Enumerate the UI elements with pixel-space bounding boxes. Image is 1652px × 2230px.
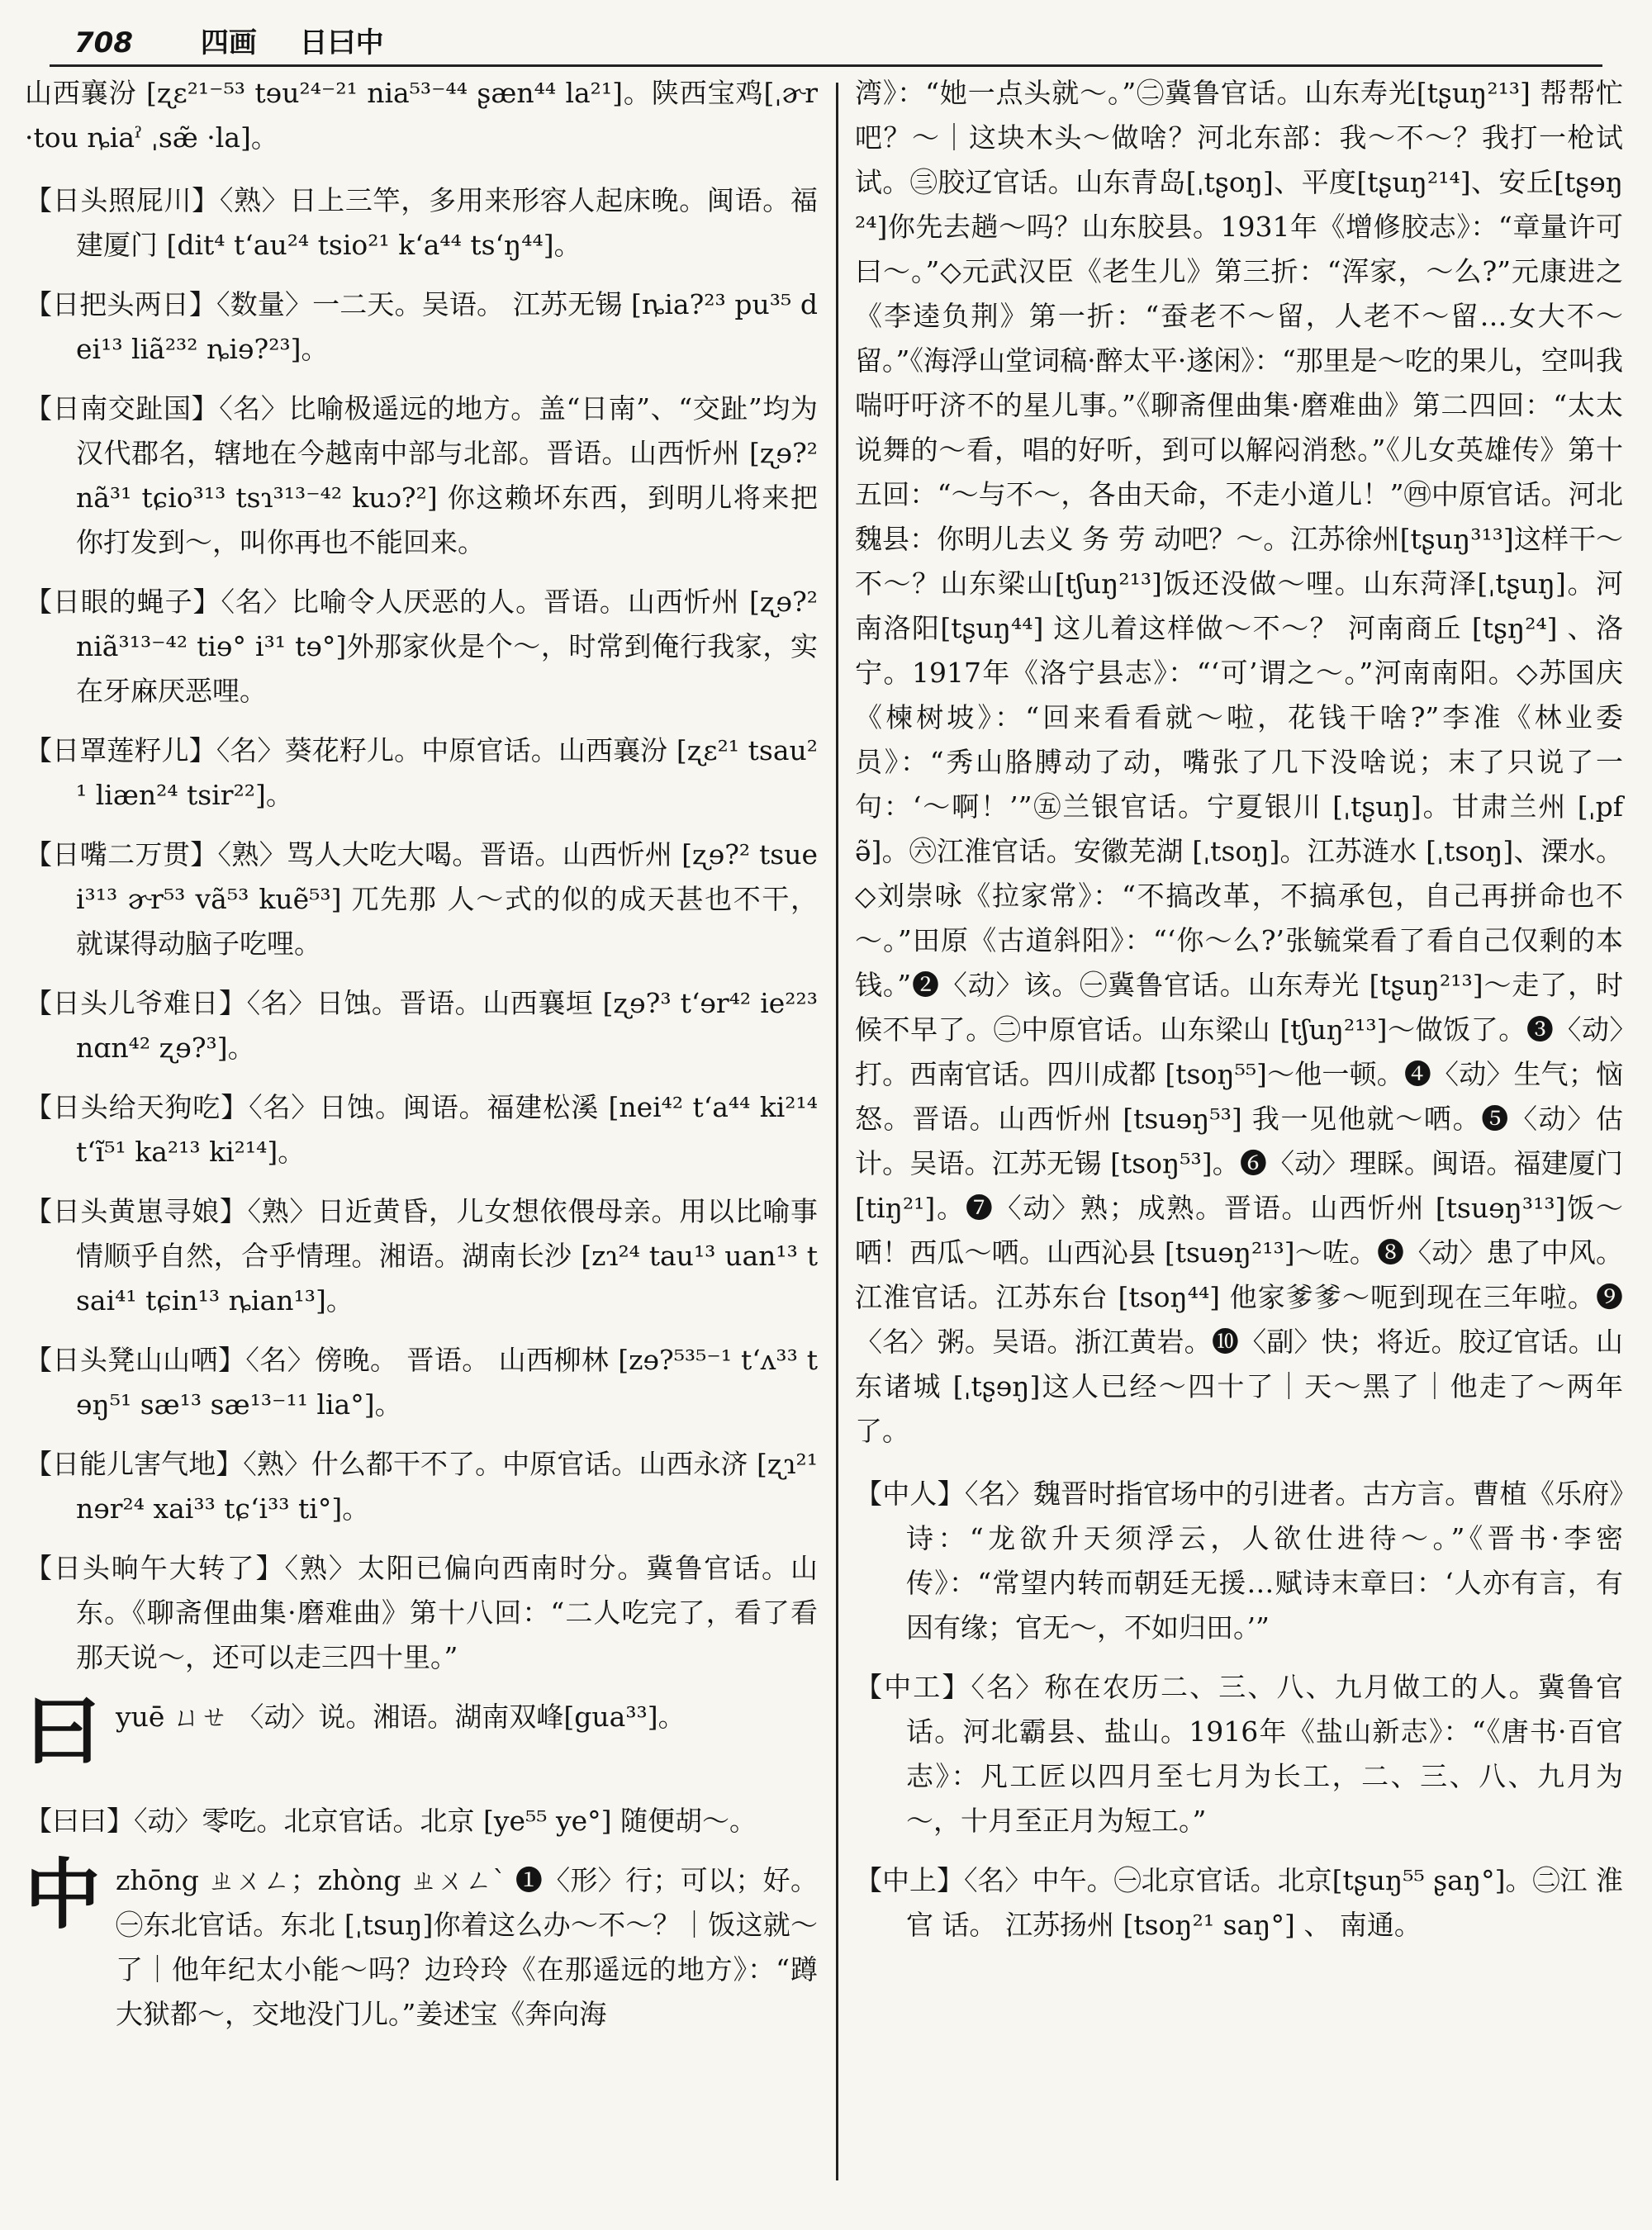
right-column: [855, 71, 1623, 1962]
dictionary-entry: 【日南交趾国】〈名〉比喻极遥远的地方。盖“日南”、“交趾”均为汉代郡名，辖地在今越南中部与北部。晋语。山西忻州 [ʐɘ?² nã³¹ tɕio³¹³ tsɿ³¹³⁻⁴² kuɔ?²] 你这赖坏东西，到明儿将来把你打发到～，叫你再也不能回来。: [25, 392, 818, 558]
entry-continuation: 湾》：“她一点头就～。”㊁冀鲁官话。山东寿光[tʂuŋ²¹³] 帮帮忙吧？～｜这块木头～做啥？河北东部：我～不～？我打一枪试试。㊂胶辽官话。山东青岛[ˌtʂoŋ]、平度[tʂuŋ²¹⁴]、安丘[tʂɘŋ²⁴]你先去趟～吗？山东胶县。1931年《增修胶志》：“章量许可曰～。”◇元武汉臣《老生儿》第三折：“浑家，～么?”元康进之《李逵负荆》第一折：“蚕老不～留，人老不～留…女大不～留。”《海浮山堂词稿·醉太平·遂闲》：“那里是～吃的果儿，空叫我喘吁吁济不的星儿事。”《聊斋俚曲集·磨难曲》第二四回：“太太说舞的～看，唱的好听，到可以解闷消愁。”《儿女英雄传》第十五回：“～与不～，各由天命，不走小道儿！”㊃中原官话。河北魏县：你明儿去义 务 劳 动吧？～。江苏徐州[tʂuŋ³¹³]这样干～不～？山东梁山[tʃuŋ²¹³]饭还没做～哩。山东菏泽[ˌtʂuŋ]。河南洛阳[tʂuŋ⁴⁴] 这儿着这样做～不～？ 河南商丘 [tʂŋ²⁴] 、洛宁。1917年《洛宁县志》：“‘可’谓之～。”河南南阳。◇苏国庆《楝树坡》：“回来看看就～啦，花钱干啥?”李准《林业委员》：“秀山胳膊动了动，嘴张了几下没啥说；末了只说了一句：‘～啊！’”㊄兰银官话。宁夏银川 [ˌtʂuŋ]。甘肃兰州 [ˌpfə̃]。㊅江淮官话。安徽芜湖 [ˌtsoŋ]。江苏涟水 [ˌtsoŋ]、溧水。◇刘崇咏《拉家常》：“不搞改革，不搞承包，自己再拼命也不～。”田原《古道斜阳》：“‘你～么?’张毓棠看了看自己仅剩的本钱。”❷〈动〉该。㊀冀鲁官话。山东寿光 [tʂuŋ²¹³]～走了，时候不早了。㊁中原官话。山东梁山 [tʃuŋ²¹³]～做饭了。❸〈动〉打。西南官话。四川成都 [tsoŋ⁵⁵]～他一顿。❹〈动〉生气；恼怒。晋语。山西忻州 [tsuɘŋ⁵³] 我一见他就～哂。❺〈动〉估计。吴语。江苏无锡 [tsoŋ⁵³]。❻〈动〉理睬。闽语。福建厦门 [tiŋ²¹]。❼〈动〉熟；成熟。晋语。山西忻州 [tsuɘŋ³¹³]饭～哂！西瓜～哂。山西沁县 [tsuɘŋ²¹³]～咗。❽〈动〉患了中风。江淮官话。江苏东台 [tsoŋ⁴⁴] 他家爹爹～呃到现在三年啦。❾〈名〉粥。吴语。浙江黄岩。❿〈副〉快；将近。胶辽官话。山东诸城 [ˌtʂɘŋ]这人已经～四十了｜天～黑了｜他走了～两年了。: [855, 77, 1623, 1447]
headword-char: 中: [25, 1850, 102, 1939]
dictionary-entry: 【曰曰】〈动〉零吃。北京官话。北京 [ye⁵⁵ ye°] 随便胡～。: [25, 1805, 757, 1837]
dictionary-entry: 【日眼的蝇子】〈名〉比喻令人厌恶的人。晋语。山西忻州 [ʐɘ?² niã³¹³⁻⁴² tiɘ° i³¹ tɘ°]外那家伙是个～，时常到俺行我家，实在牙麻厌恶哩。: [25, 586, 818, 707]
dictionary-entry: 【中工】〈名〉称在农历二、三、八、九月做工的人。冀鲁官话。河北霸县、盐山。1916年《盐山新志》：“《唐书·百官志》：凡工匠以四月至七月为长工，二、三、八、九月为～，十月至正月为短工。”: [855, 1671, 1623, 1837]
dictionary-entry: 【中人】〈名〉魏晋时指官场中的引进者。古方言。曹植《乐府》诗：“龙欲升天须浮云，人欲仕进待～。”《晋书·李密传》：“常望内转而朝廷无援…赋诗末章曰：‘人亦有言，有因有缘；官无～，不如归田。’”: [855, 1478, 1623, 1644]
dictionary-entry: 【日头儿爷难日】〈名〉日蚀。晋语。山西襄垣 [ʐɘ?³ tʻɘr⁴² ie²²³ nɑn⁴² ʐɘ?³]。: [25, 987, 818, 1064]
headword-yue: [25, 1687, 818, 1784]
dictionary-entry: 【日罩莲籽儿】〈名〉葵花籽儿。中原官话。山西襄汾 [ʐɛ²¹ tsau²¹ liæn²⁴ tsir²²]。: [25, 734, 818, 811]
headword-char: 曰: [25, 1687, 102, 1776]
left-column: [25, 71, 818, 2052]
dictionary-entry: 【日把头两日】〈数量〉一二天。吴语。 江苏无锡 [ȵia?²³ pu³⁵ dei¹³ liã²³² ȵiɘ?²³]。: [25, 288, 818, 365]
dictionary-entry: 【中上】〈名〉中午。㊀北京官话。北京[tʂuŋ⁵⁵ ʂaŋ°]。㊁江 淮 官 话。 江苏扬州 [tsoŋ²¹ saŋ°] 、 南通。: [855, 1864, 1623, 1941]
column-divider: [836, 83, 838, 2180]
dictionary-entry: 【日头黄崽寻娘】〈熟〉日近黄昏，儿女想依偎母亲。用以比喻事情顺乎自然，合乎情理。湘语。湖南长沙 [zɿ²⁴ tau¹³ uan¹³ tsai⁴¹ tɕin¹³ ȵian¹³]。: [25, 1195, 818, 1317]
dictionary-entry: 【日嘴二万贯】〈熟〉骂人大吃大喝。晋语。山西忻州 [ʐɘ?² tsuei³¹³ ɚr⁵³ vã⁵³ kuẽ⁵³] 兀先那 人～式的似的成天甚也不干，就谋得动脑子吃哩。: [25, 838, 818, 960]
dictionary-entry: 【日能儿害气地】〈熟〉什么都干不了。中原官话。山西永济 [ʐɿ²¹ nɘr²⁴ xai³³ tɕʻi³³ ti°]。: [25, 1448, 818, 1525]
headword-definition: yuē ㄩㄝ 〈动〉说。湘语。湖南双峰[gua³³]。: [116, 1701, 686, 1733]
header-chars: 日曰中: [299, 26, 384, 59]
dictionary-entry: 【日头照屁川】〈熟〉日上三竿，多用来形容人起床晚。闽语。福建厦门 [dit⁴ tʻau²⁴ tsio²¹ kʻa⁴⁴ tsʻŋ⁴⁴]。: [25, 184, 818, 261]
page-number: 708: [74, 26, 133, 59]
dictionary-entry: 【日头给天狗吃】〈名〉日蚀。闽语。福建松溪 [nei⁴² tʻa⁴⁴ ki²¹⁴ tʻĩ⁵¹ ka²¹³ ki²¹⁴]。: [25, 1091, 818, 1168]
page-header: [74, 18, 1363, 68]
headword-zhong: [25, 1850, 818, 2037]
entry-continuation: 山西襄汾 [ʐɛ²¹⁻⁵³ tɘu²⁴⁻²¹ nia⁵³⁻⁴⁴ ʂæn⁴⁴ la²¹]。陕西宝鸡[ˌɚr ·tou ȵiaˀ ˌsæ̃ ·la]。: [25, 77, 818, 154]
header-rule: [50, 64, 1602, 67]
headword-definition: zhōng ㄓㄨㄥ；zhòng ㄓㄨㄥˋ ❶〈形〉行；可以；好。㊀东北官话。东北 [ˌtsuŋ]你着这么办～不～？｜饭这就～了｜他年纪太小能～吗？边玲玲《在那遥远的地方》：“蹲大狱都～，交地没门儿。”姜述宝《奔向海: [116, 1864, 818, 2030]
dictionary-entry: 【日头凳山山哂】〈名〉傍晚。 晋语。 山西柳林 [zɘ?⁵³⁵⁻¹ tʻʌ³³ tɘŋ⁵¹ sæ¹³ sæ¹³⁻¹¹ lia°]。: [25, 1344, 818, 1421]
dictionary-entry: 【日头晌午大转了】〈熟〉太阳已偏向西南时分。冀鲁官话。山东。《聊斋俚曲集·磨难曲》第十八回：“二人吃完了，看了看那天说～，还可以走三四十里。”: [25, 1552, 818, 1673]
section-label: 四画: [200, 26, 257, 59]
